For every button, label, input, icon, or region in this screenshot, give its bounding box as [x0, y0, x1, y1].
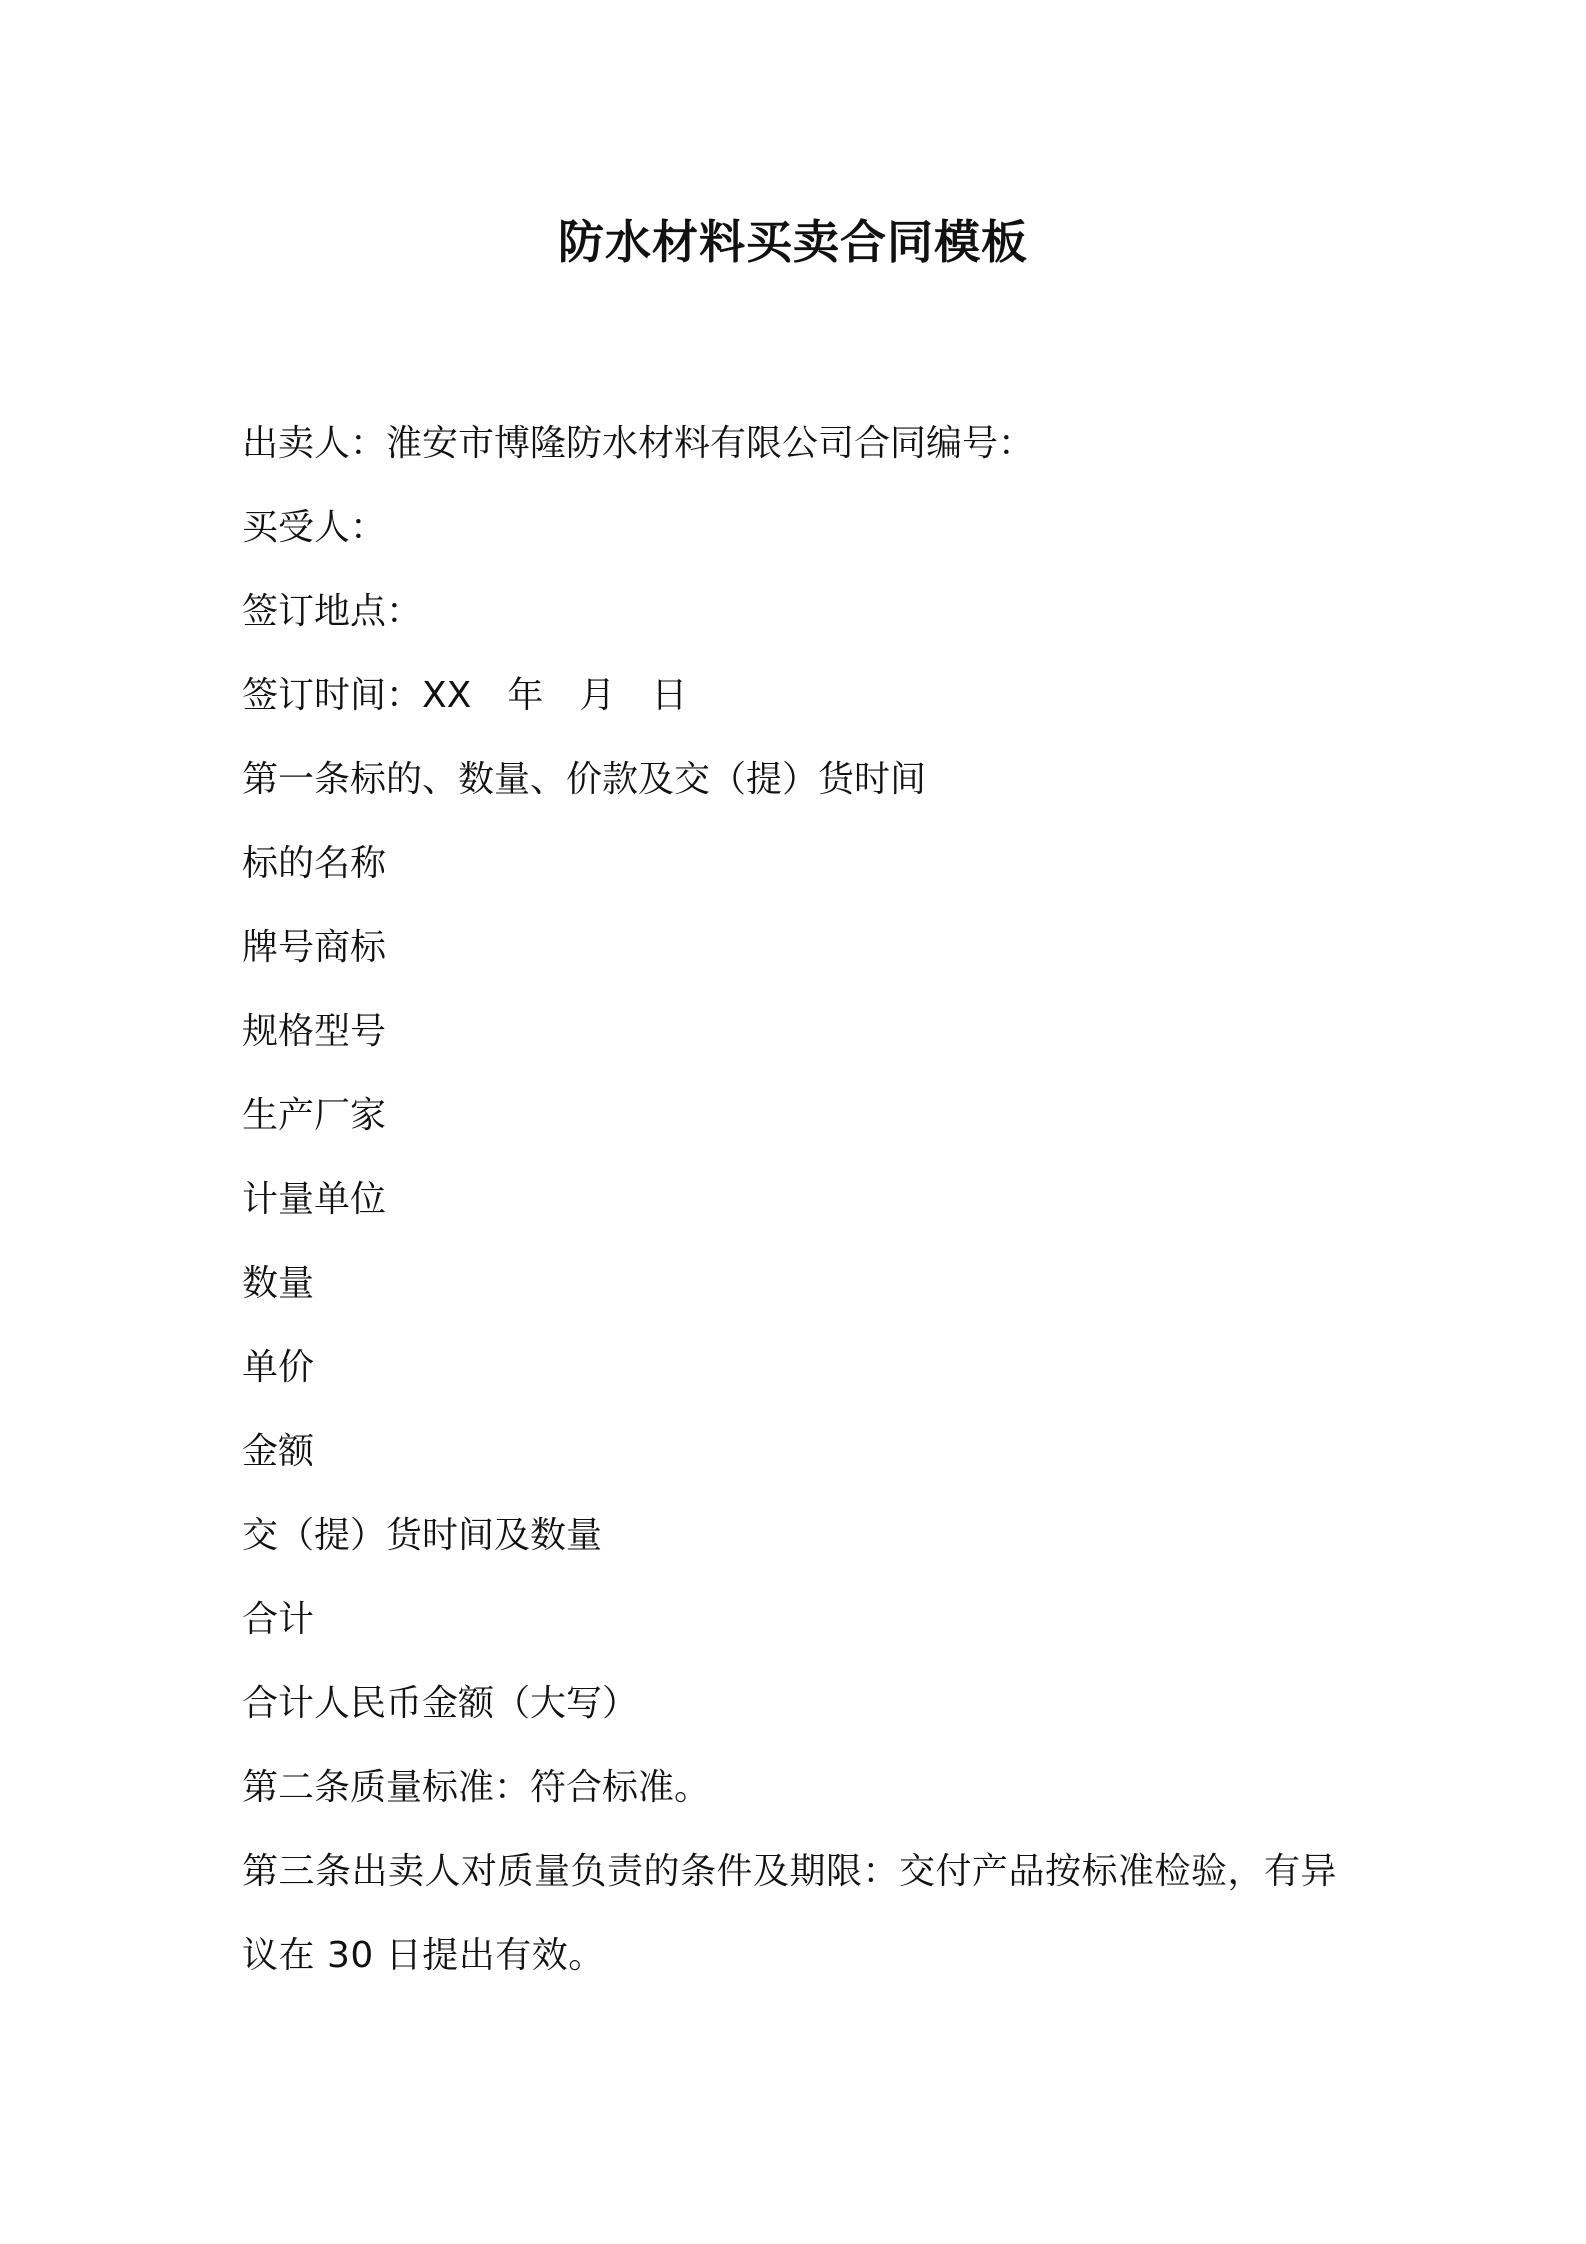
item-name-label: 标的名称	[242, 843, 387, 884]
unit-label: 计量单位	[242, 1179, 387, 1220]
document-body	[242, 402, 1372, 1998]
signing-time-line: 签订时间：XX 年 月 日	[242, 675, 688, 716]
total-rmb-uppercase-label: 合计人民币金额（大写）	[242, 1683, 639, 1724]
total-label: 合计	[242, 1599, 315, 1640]
seller-line: 出卖人：淮安市博隆防水材料有限公司合同编号：	[242, 423, 1035, 464]
clause-3-quality-responsibility: 第三条出卖人对质量负责的条件及期限：交付产品按标准检验，有异议在 30 日提出有效。	[242, 1851, 1338, 1976]
manufacturer-label: 生产厂家	[242, 1095, 387, 1136]
quantity-label: 数量	[242, 1263, 315, 1304]
delivery-time-quantity-label: 交（提）货时间及数量	[242, 1515, 603, 1556]
spec-model-label: 规格型号	[242, 1011, 387, 1052]
buyer-line: 买受人：	[242, 507, 387, 548]
signing-place-line: 签订地点：	[242, 591, 423, 632]
unit-price-label: 单价	[242, 1347, 315, 1388]
clause-2-quality-standard: 第二条质量标准：符合标准。	[242, 1767, 711, 1808]
amount-label: 金额	[242, 1431, 315, 1472]
document-title: 防水材料买卖合同模板	[558, 215, 1028, 269]
brand-trademark-label: 牌号商标	[242, 927, 387, 968]
clause-1-heading: 第一条标的、数量、价款及交（提）货时间	[242, 759, 927, 800]
